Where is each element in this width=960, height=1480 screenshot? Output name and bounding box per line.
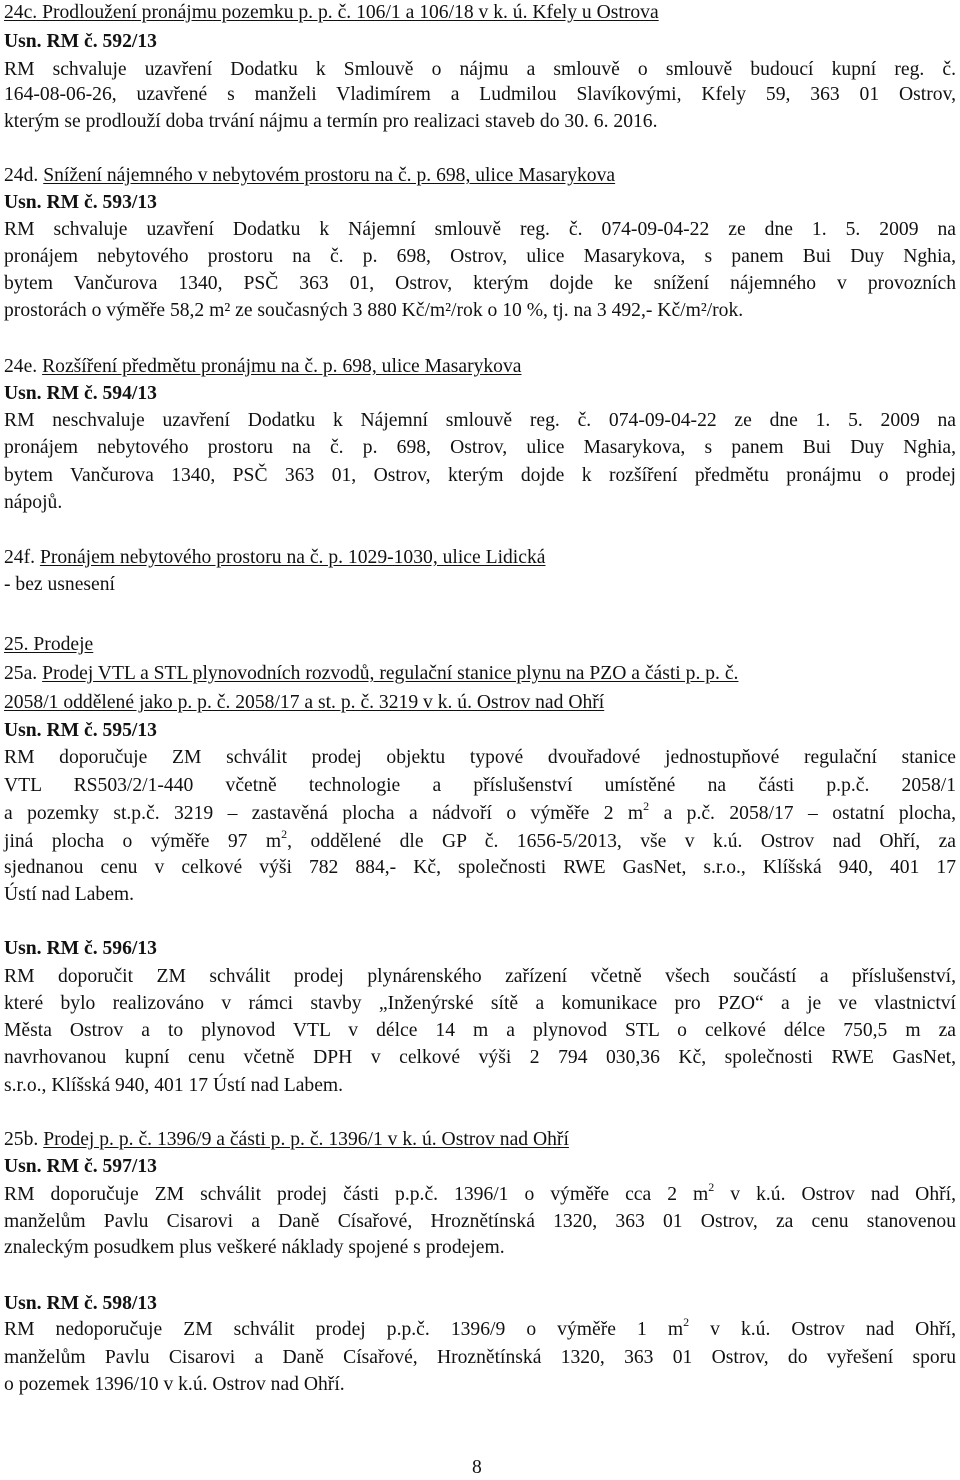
section-title: Pronájem nebytového prostoru na č. p. 1029-1030, ulice Lidická bbox=[39, 547, 546, 568]
paragraph-line: RM doporučit ZM schválit prodej plynárenského zařízení včetně všech součástí a příslušenství, bbox=[4, 966, 956, 987]
paragraph-line: o pozemek 1396/10 v k.ú. Ostrov nad Ohří. bbox=[4, 1374, 345, 1395]
resolution-number-596: Usn. RM č. 596/13 bbox=[4, 938, 157, 959]
superscript: 2 bbox=[708, 1180, 715, 1194]
paragraph-line: RM neschvaluje uzavření Dodatku k Nájemní smlouvě reg. č. 074-09-04-22 ze dne 1. 5. 2009 na bbox=[4, 410, 956, 431]
section-title: Prodej p. p. č. 1396/9 a části p. p. č. 1396/1 v k. ú. Ostrov nad Ohří bbox=[43, 1129, 569, 1150]
text-run: v k.ú. Ostrov nad Ohří, bbox=[689, 1319, 956, 1340]
paragraph-line: pronájem nebytového prostoru na č. p. 698, Ostrov, ulice Masarykova, s panem Bui Duy Nghia, bbox=[4, 437, 956, 458]
paragraph-line: RM schvaluje uzavření Dodatku k Smlouvě o nájmu a smlouvě o smlouvě budoucí kupní reg. č. bbox=[4, 59, 956, 80]
text-run: RM doporučuje ZM schválit prodej části p.p.č. 1396/1 o výměře cca 2 m bbox=[4, 1184, 709, 1205]
section-title: Rozšíření předmětu pronájmu na č. p. 698, ulice Masarykova bbox=[42, 356, 522, 377]
paragraph-line bbox=[4, 1315, 956, 1342]
paragraph-line: RM doporučuje ZM schválit prodej objektu typové dvouřadové jednostupňové regulační stanice bbox=[4, 747, 956, 768]
section-heading-25: 25. Prodeje bbox=[4, 634, 94, 655]
paragraph-line bbox=[4, 827, 956, 854]
superscript: 2 bbox=[683, 1315, 690, 1329]
paragraph-line: RM schvaluje uzavření Dodatku k Nájemní smlouvě reg. č. 074-09-04-22 ze dne 1. 5. 2009 na bbox=[4, 219, 956, 240]
text-run: RM nedoporučuje ZM schválit prodej p.p.č. 1396/9 o výměře 1 m bbox=[4, 1319, 684, 1340]
paragraph-line: manželům Pavlu Cisarovi a Daně Císařové, Hroznětínská 1320, 363 01 Ostrov, za cenu stanovenou bbox=[4, 1211, 956, 1232]
paragraph-line: nápojů. bbox=[4, 492, 63, 513]
section-number: 24d. bbox=[4, 165, 39, 186]
text-run: , oddělené dle GP č. 1656-5/2013, vše v k.ú. Ostrov nad Ohří, za bbox=[287, 831, 956, 852]
section-heading-25a bbox=[4, 662, 738, 686]
paragraph-line: manželům Pavlu Cisarovi a Daně Císařové, Hroznětínská 1320, 363 01 Ostrov, do vyřešení sporu bbox=[4, 1347, 956, 1368]
paragraph-line: Města Ostrov a to plynovod VTL v délce 14 m a plynovod STL o celkové délce 750,5 m za bbox=[4, 1020, 956, 1041]
text-run: a pozemky st.p.č. 3219 – zastavěná plocha a nádvoří o výměře 2 m bbox=[4, 803, 644, 824]
section-heading-25b bbox=[4, 1128, 569, 1152]
paragraph-line: s.r.o., Klíšská 940, 401 17 Ústí nad Labem. bbox=[4, 1075, 344, 1096]
resolution-number-594: Usn. RM č. 594/13 bbox=[4, 383, 157, 404]
paragraph-line: Ústí nad Labem. bbox=[4, 884, 135, 905]
text-run: v k.ú. Ostrov nad Ohří, bbox=[714, 1184, 956, 1205]
paragraph-line: bytem Vančurova 1340, PSČ 363 01, Ostrov, kterým dojde k rozšíření předmětu pronájmu o prodej bbox=[4, 465, 956, 486]
paragraph-line: bytem Vančurova 1340, PSČ 363 01, Ostrov, kterým dojde ke snížení nájemného v provozních bbox=[4, 273, 956, 294]
section-heading-24c: 24c. Prodloužení pronájmu pozemku p. p. č. 106/1 a 106/18 v k. ú. Kfely u Ostrova bbox=[4, 2, 659, 23]
resolution-number-592: Usn. RM č. 592/13 bbox=[4, 31, 157, 52]
paragraph-line: 164-08-06-26, uzavřené s manželi Vladimírem a Ludmilou Slavíkovými, Kfely 59, 363 01 Ostrov, bbox=[4, 84, 956, 105]
section-number: 25a. bbox=[4, 663, 38, 684]
paragraph-line: VTL RS503/2/1-440 včetně technologie a příslušenství umístěné na části p.p.č. 2058/1 bbox=[4, 775, 956, 796]
section-number: 25b. bbox=[4, 1129, 39, 1150]
superscript: 2 bbox=[643, 799, 650, 813]
paragraph-line: kterým se prodlouží doba trvání nájmu a termín pro realizaci staveb do 30. 6. 2016. bbox=[4, 111, 658, 132]
paragraph-line: které bylo realizováno v rámci stavby „Inženýrské sítě a komunikace pro PZO“ a je ve vlastnictví bbox=[4, 993, 956, 1014]
paragraph-line: znaleckým posudkem plus veškeré náklady spojené s prodejem. bbox=[4, 1237, 505, 1258]
superscript: 2 bbox=[281, 827, 288, 841]
paragraph-line: pronájem nebytového prostoru na č. p. 698, Ostrov, ulice Masarykova, s panem Bui Duy Nghia, bbox=[4, 246, 956, 267]
resolution-number-595: Usn. RM č. 595/13 bbox=[4, 720, 157, 741]
section-number: 24f. bbox=[4, 547, 36, 568]
section-title: Prodej VTL a STL plynovodních rozvodů, regulační stanice plynu na PZO a části p. p. č. bbox=[42, 663, 739, 684]
section-heading-24e bbox=[4, 355, 521, 379]
section-title: Snížení nájemného v nebytovém prostoru na č. p. 698, ulice Masarykova bbox=[43, 165, 616, 186]
section-title-continued: 2058/1 oddělené jako p. p. č. 2058/17 a st. p. č. 3219 v k. ú. Ostrov nad Ohří bbox=[4, 692, 605, 713]
resolution-number-593: Usn. RM č. 593/13 bbox=[4, 192, 157, 213]
section-heading-24d bbox=[4, 164, 615, 188]
resolution-number-598: Usn. RM č. 598/13 bbox=[4, 1293, 157, 1314]
page-number: 8 bbox=[472, 1457, 482, 1478]
section-number: 24e. bbox=[4, 356, 38, 377]
paragraph-line bbox=[4, 1180, 956, 1207]
paragraph-line bbox=[4, 799, 956, 826]
text-run: a p.č. 2058/17 – ostatní plocha, bbox=[649, 803, 956, 824]
section-heading-24f bbox=[4, 546, 545, 570]
paragraph-line: sjednanou cenu v celkové výši 782 884,- Kč, společnosti RWE GasNet, s.r.o., Klíšská 940, 401 17 bbox=[4, 857, 956, 878]
paragraph-line: navrhovanou kupní cenu včetně DPH v celkové výši 2 794 030,36 Kč, společnosti RWE GasNet, bbox=[4, 1047, 956, 1068]
no-resolution-note: - bez usnesení bbox=[4, 574, 115, 595]
paragraph-line: prostorách o výměře 58,2 m² ze současných 3 880 Kč/m²/rok o 10 %, tj. na 3 492,- Kč/m²/rok. bbox=[4, 300, 744, 321]
resolution-number-597: Usn. RM č. 597/13 bbox=[4, 1156, 157, 1177]
text-run: jiná plocha o výměře 97 m bbox=[4, 831, 282, 852]
